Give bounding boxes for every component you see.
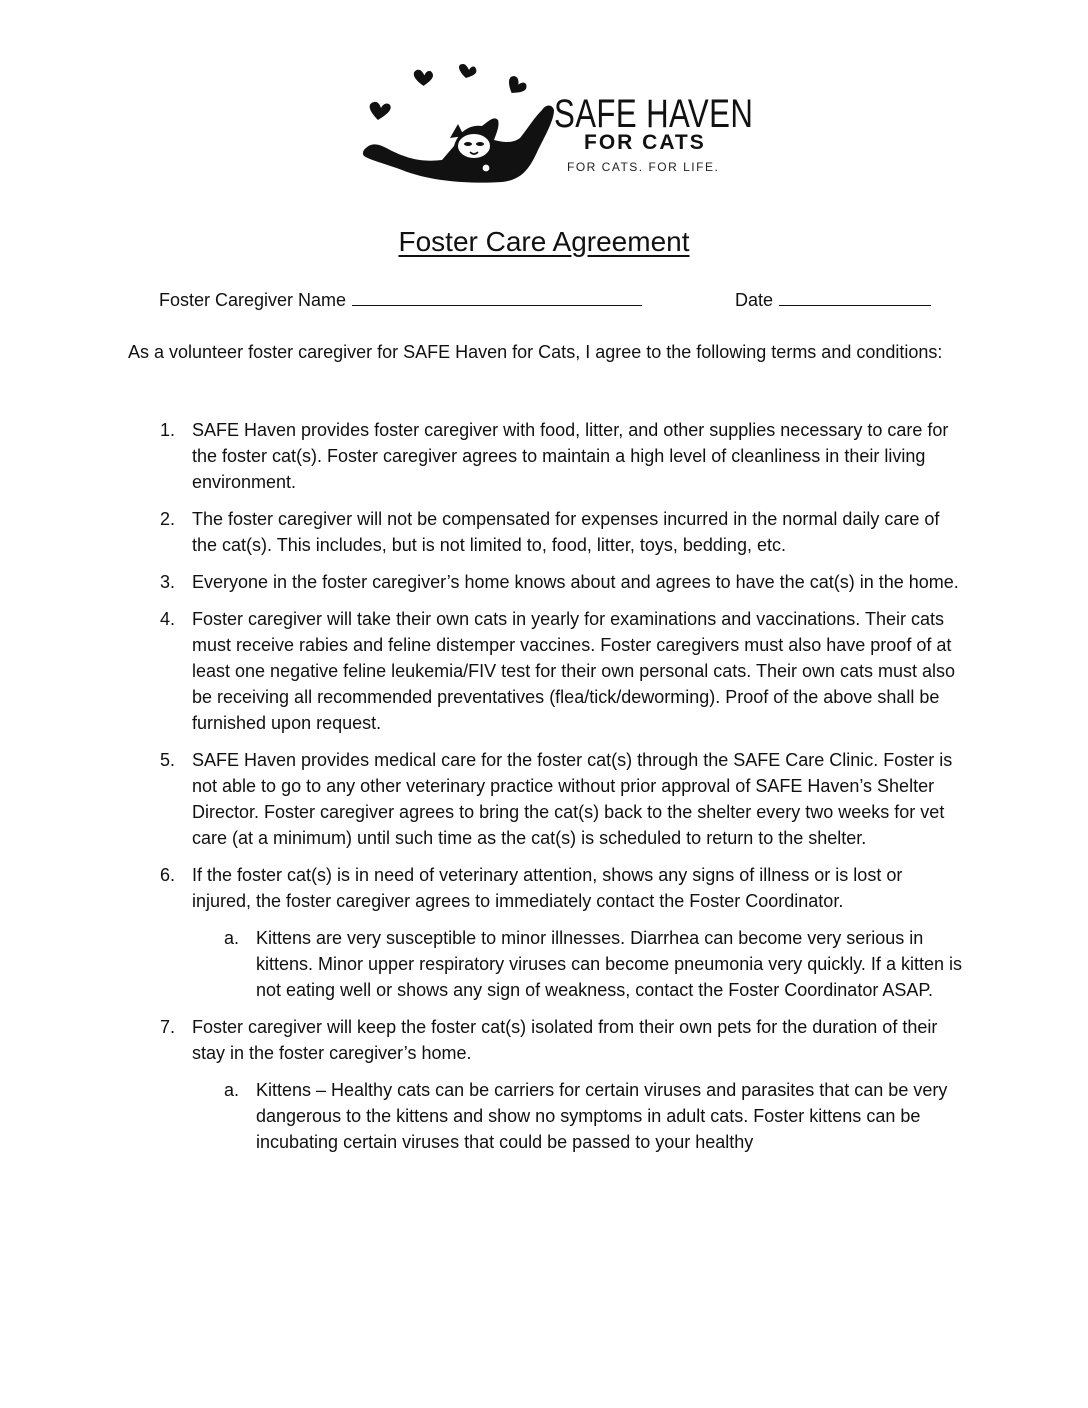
term-text: Everyone in the foster caregiver’s home knows about and agrees to have the cat(s) in the home. xyxy=(192,572,959,592)
term-item xyxy=(128,862,966,1003)
caregiver-name-label: Foster Caregiver Name xyxy=(159,290,347,310)
caregiver-name-blank xyxy=(352,289,642,306)
term-text: Foster caregiver will keep the foster cat(s) isolated from their own pets for the duration of their stay in the foster caregiver’s home. xyxy=(192,1017,938,1063)
subterm-item xyxy=(192,925,966,1003)
subterm-text: Kittens are very susceptible to minor illnesses. Diarrhea can become very serious in kittens. Minor upper respiratory viruses can become pneumonia very quickly. If a kitten is not eating well or shows any sign of weakness, contact the Foster Coordinator ASAP. xyxy=(256,928,962,1000)
subterms-list xyxy=(192,925,966,1003)
logo-tagline: FOR CATS. FOR LIFE. xyxy=(567,160,720,174)
subterm-letter: a. xyxy=(224,1080,240,1100)
term-text: SAFE Haven provides medical care for the foster cat(s) through the SAFE Care Clinic. Foster is not able to go to any other veterinary practice without prior approval of SAFE Haven’s Shelter Director. Foster caregiver agrees to bring the cat(s) back to the shelter every two weeks for vet care (at a minimum) until such time as the cat(s) is scheduled to return to the shelter. xyxy=(192,750,953,848)
term-item xyxy=(128,1014,966,1155)
cat-illustration-icon xyxy=(362,64,562,188)
logo xyxy=(362,64,754,188)
term-item xyxy=(128,506,966,558)
document-title: Foster Care Agreement xyxy=(398,226,690,257)
term-text: If the foster cat(s) is in need of veterinary attention, shows any signs of illness or is lost or injured, the foster caregiver agrees to immediately contact the Foster Coordinator. xyxy=(192,865,903,911)
caregiver-name-field xyxy=(159,288,642,312)
date-field xyxy=(735,288,931,312)
subterm-item xyxy=(192,1077,966,1155)
logo-title: SAFE HAVEN xyxy=(554,92,754,136)
date-label: Date xyxy=(735,290,774,310)
term-number: 1. xyxy=(160,420,176,440)
term-number: 2. xyxy=(160,509,176,529)
term-item xyxy=(128,417,966,495)
term-text: SAFE Haven provides foster caregiver with food, litter, and other supplies necessary to care for the foster cat(s). Foster caregiver agrees to maintain a high level of cleanliness in their living environment. xyxy=(192,420,949,492)
term-number: 4. xyxy=(160,609,176,629)
term-item xyxy=(128,569,966,595)
term-number: 6. xyxy=(160,865,176,885)
subterm-letter: a. xyxy=(224,928,240,948)
subterm-text: Kittens – Healthy cats can be carriers for certain viruses and parasites that can be very dangerous to the kittens and show no symptoms in adult cats. Foster kittens can be incubating certain viruses that could be passed to your healthy xyxy=(256,1080,948,1152)
term-item xyxy=(128,747,966,851)
date-blank xyxy=(779,289,931,306)
term-number: 3. xyxy=(160,572,176,592)
term-number: 7. xyxy=(160,1017,176,1037)
intro-paragraph: As a volunteer foster caregiver for SAFE Haven for Cats, I agree to the following terms and conditions: xyxy=(128,342,943,362)
term-text: The foster caregiver will not be compensated for expenses incurred in the normal daily care of the cat(s). This includes, but is not limited to, food, litter, toys, bedding, etc. xyxy=(192,509,940,555)
term-number: 5. xyxy=(160,750,176,770)
logo-subtitle: FOR CATS xyxy=(584,131,706,154)
term-item xyxy=(128,606,966,736)
terms-list xyxy=(128,417,966,1166)
term-text: Foster caregiver will take their own cats in yearly for examinations and vaccinations. Their cats must receive rabies and feline distemper vaccines. Foster caregivers must also have proof of at least one negative feline leukemia/FIV test for their own personal cats. Their own cats must also be receiving all recommended preventatives (flea/tick/deworming). Proof of the above shall be furnished upon request. xyxy=(192,609,956,733)
subterms-list xyxy=(192,1077,966,1155)
